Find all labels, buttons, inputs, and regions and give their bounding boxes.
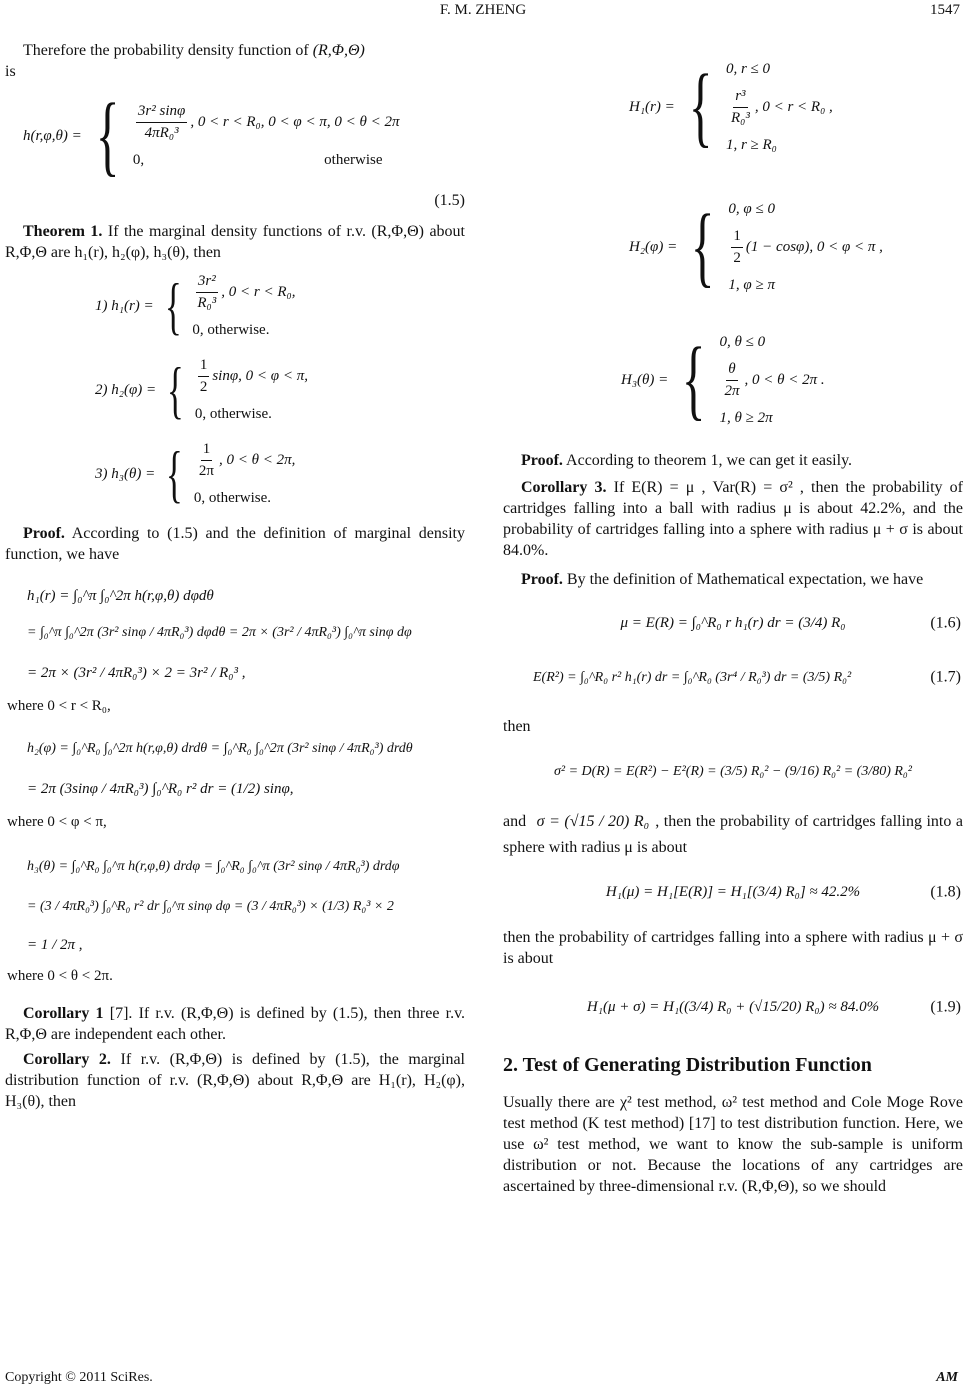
- equation-1-5: h(r,φ,θ) = { $\frac{\text{3r² sinφ}}{\text{4πR₀³}}$ , 0 < r < R₀, 0 < φ < π, 0 < θ < 2π 0, otherwise: [23, 86, 400, 185]
- corollary-3: Corollary 3. If E(R) = μ , Var(R) = σ² , then the probability of cartridges falling into a ball with radius μ is about 42.2%, and the probability of cartridges falling into a sphere with radius μ + σ is about 84.0%.: [503, 479, 964, 559]
- where-r: where 0 < r < R₀,: [7, 698, 111, 714]
- equation-H1: H₁(r) = { 0, r ≤ 0 $\frac{\text{r³}}{\text{R₀³}}$ , 0 < r < R₀ , 1, r ≥ R₀: [629, 57, 833, 156]
- proof-eq-h3-line1: h₃(θ) = ∫₀^R₀ ∫₀^π h(r,φ,θ) drdφ = ∫₀^R₀ ∫₀^π (3r² sinφ / 4πR₀³) drdφ: [27, 859, 400, 874]
- theorem-1-item-3: 3) h₃(θ) = { $\frac{1}{2\pi}$ , 0 < θ < 2π, 0, otherwise.: [95, 438, 296, 509]
- theorem-1: Theorem 1. If the marginal density functions of r.v. (R,Φ,Θ) about R,Φ,Θ are h₁(r), h₂(φ), h₃(θ), then: [5, 223, 466, 261]
- eq-number-1-5: (1.5): [434, 192, 465, 209]
- page-number: 1547: [930, 2, 960, 18]
- then-paragraph-2: then the probability of cartridges falling into a sphere with radius μ + σ is about: [503, 929, 963, 967]
- equation-1-7: E(R²) = ∫₀^R₀ r² h₁(r) dr = ∫₀^R₀ (3r⁴ / R₀³) dr = (3/5) R₀² (1.7): [533, 668, 961, 686]
- proof-eq-h1-line1: h₁(r) = ∫₀^π ∫₀^2π h(r,φ,θ) dφdθ: [27, 588, 214, 604]
- proof-corollary-2: Proof. According to theorem 1, we can get it easily.: [521, 452, 853, 469]
- section-2-title: 2. Test of Generating Distribution Function: [503, 1054, 872, 1076]
- proof-eq-h3-line2: = (3 / 4πR₀³) ∫₀^R₀ r² dr ∫₀^π sinφ dφ = (3 / 4πR₀³) × (1/3) R₀³ × 2: [27, 899, 394, 914]
- where-phi: where 0 < φ < π,: [7, 814, 107, 830]
- proof-corollary-3: Proof. By the definition of Mathematical expectation, we have: [521, 571, 924, 588]
- right-column: [503, 40, 963, 1197]
- proof-paragraph: Proof. According to (1.5) and the definition of marginal density function, we have: [5, 525, 465, 563]
- where-theta: where 0 < θ < 2π.: [7, 968, 113, 984]
- equation-variance: σ² = D(R) = E(R²) − E²(R) = (3/5) R₀² − (9/16) R₀² = (3/80) R₀²: [553, 763, 912, 779]
- intro-paragraph: Therefore the probability density function of (R,Φ,Θ) is: [5, 42, 365, 80]
- section-2-paragraph: Usually there are χ² test method, ω² test method and Cole Moge Rove test method (K test method) [17] to test distribution function. Here, we use ω² test method, we want to know the sub-sample is uniform distribution or not. Because the locations of any cartridges are ascertained by three-dimensional r.v. (R,Φ,Θ), so we should: [503, 1094, 963, 1195]
- journal-abbrev: AM: [936, 1370, 958, 1385]
- proof-eq-h2-line1: h₂(φ) = ∫₀^R₀ ∫₀^2π h(r,φ,θ) drdθ = ∫₀^R₀ ∫₀^2π (3r² sinφ / 4πR₀³) drdθ: [27, 741, 413, 756]
- proof-eq-h1-line2: = ∫₀^π ∫₀^2π (3r² sinφ / 4πR₀³) dφdθ = 2π × (3r² / 4πR₀³) ∫₀^π sinφ dφ: [27, 625, 412, 640]
- theorem-1-item-2: 2) h₂(φ) = { $\frac{1}{2}$ sinφ, 0 < φ < π, 0, otherwise.: [95, 354, 308, 425]
- equation-1-6: μ = E(R) = ∫₀^R₀ r h₁(r) dr = (3/4) R₀ (1.6): [620, 614, 961, 632]
- equation-H3: H₃(θ) = { 0, θ ≤ 0 $\frac{\theta}{2\pi}$ , 0 < θ < 2π . 1, θ ≥ 2π: [621, 330, 825, 429]
- corollary-2: Corollary 2. If r.v. (R,Φ,Θ) is defined by (1.5), the marginal distribution function of r.v. (R,Φ,Θ) about R,Φ,Θ are H₁(r), H₂(φ), H₃(θ), then: [5, 1051, 466, 1110]
- running-header-author: F. M. ZHENG: [439, 2, 527, 18]
- equation-1-9: H₁(μ + σ) = H₁((3/4) R₀ + (√15/20) R₀) ≈ 84.0% (1.9): [586, 998, 961, 1016]
- left-column: [5, 34, 465, 1112]
- theorem-1-item-1: 1) h₁(r) = { $\frac{\text{3r²}}{\text{R₀³}}$ , 0 < r < R₀, 0, otherwise.: [95, 270, 296, 341]
- equation-1-8: H₁(μ) = H₁[E(R)] = H₁[(3/4) R₀] ≈ 42.2% (1.8): [605, 883, 961, 901]
- equation-H2: H₂(φ) = { 0, φ ≤ 0 $\frac{1}{2}$ (1 − cosφ), 0 < φ < π , 1, φ ≥ π: [629, 197, 883, 296]
- and-paragraph: and σ = (√15 / 20) R₀ , then the probability of cartridges falling into a sphere with radius μ is about: [503, 813, 964, 856]
- corollary-1: Corollary 1 [7]. If r.v. (R,Φ,Θ) is defined by (1.5), then three r.v. R,Φ,Θ are independent each other.: [5, 1005, 466, 1043]
- proof-eq-h1-line3: = 2π × (3r² / 4πR₀³) × 2 = 3r² / R₀³ ,: [27, 665, 246, 681]
- then-paragraph: then: [503, 718, 531, 735]
- proof-eq-h2-line2: = 2π (3sinφ / 4πR₀³) ∫₀^R₀ r² dr = (1/2) sinφ,: [27, 781, 294, 797]
- copyright: Copyright © 2011 SciRes.: [5, 1370, 153, 1385]
- proof-eq-h3-line3: = 1 / 2π ,: [27, 937, 83, 953]
